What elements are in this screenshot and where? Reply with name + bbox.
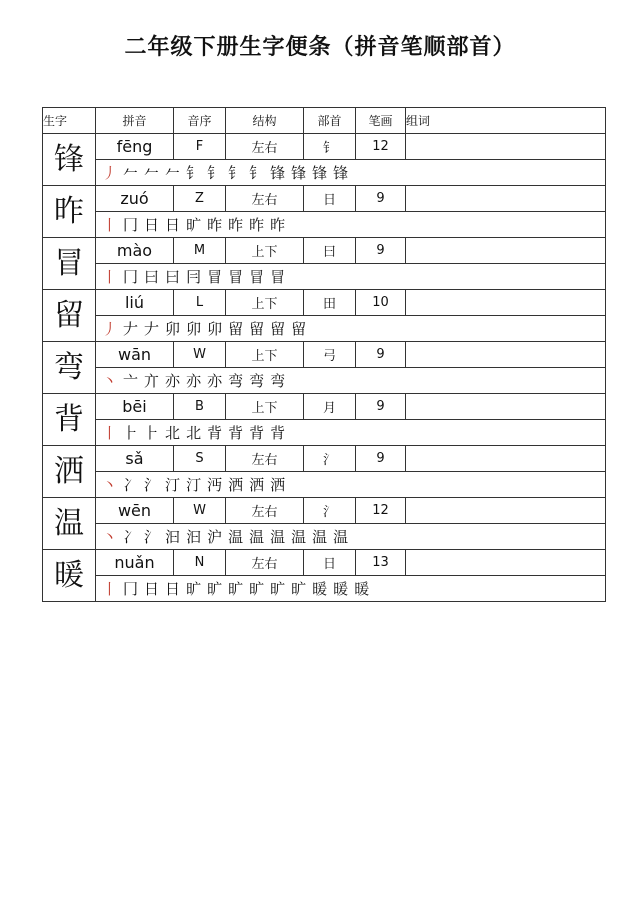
stroke-step: 背	[249, 424, 271, 442]
stroke-step: 丶	[102, 476, 124, 494]
header-structure: 结构	[226, 108, 304, 134]
initial-cell: B	[174, 394, 226, 420]
initial-cell: L	[174, 290, 226, 316]
structure-cell: 上下	[226, 238, 304, 264]
stroke-step: 冂	[123, 580, 145, 598]
stroke-step: 旷	[207, 580, 229, 598]
stroke-step: 𠂇	[144, 320, 166, 338]
stroke-step: 弯	[249, 372, 271, 390]
structure-cell: 上下	[226, 394, 304, 420]
pinyin-cell: liú	[96, 290, 174, 316]
structure-cell: 左右	[226, 550, 304, 576]
initial-cell: F	[174, 134, 226, 160]
stroke-step: 冒	[207, 268, 229, 286]
stroke-step: 弯	[270, 372, 292, 390]
character-info-row	[43, 134, 606, 160]
stroke-order-row	[43, 264, 606, 290]
character-info-row	[43, 498, 606, 524]
stroke-step: 暖	[354, 580, 376, 598]
stroke-step: 卯	[186, 320, 208, 338]
stroke-order-row	[43, 316, 606, 342]
character-glyph: 留	[43, 290, 96, 342]
stroke-order-row	[43, 472, 606, 498]
header-radical: 部首	[304, 108, 356, 134]
character-glyph: 锋	[43, 134, 96, 186]
stroke-step: 丨	[102, 216, 124, 234]
stroke-step: 旷	[186, 216, 208, 234]
pinyin-cell: bēi	[96, 394, 174, 420]
header-initial: 音序	[174, 108, 226, 134]
stroke-step: 钅	[249, 164, 271, 182]
character-glyph: 冒	[43, 238, 96, 290]
stroke-step: 冒	[270, 268, 292, 286]
character-glyph: 暖	[43, 550, 96, 602]
words-cell	[406, 238, 606, 264]
initial-cell: M	[174, 238, 226, 264]
stroke-step: 冂	[123, 216, 145, 234]
stroke-step: 氵	[144, 528, 166, 546]
character-info-row	[43, 186, 606, 212]
stroke-step: 𠂉	[165, 164, 187, 182]
stroke-step: 旷	[249, 580, 271, 598]
stroke-step: 旷	[291, 580, 313, 598]
stroke-step: 温	[312, 528, 334, 546]
header-strokes: 笔画	[356, 108, 406, 134]
stroke-count-cell: 12	[356, 498, 406, 524]
stroke-step: 汩	[186, 528, 208, 546]
character-glyph: 背	[43, 394, 96, 446]
initial-cell: W	[174, 342, 226, 368]
stroke-order-cell	[96, 420, 606, 446]
character-glyph: 弯	[43, 342, 96, 394]
pinyin-cell: wān	[96, 342, 174, 368]
stroke-count-cell: 9	[356, 186, 406, 212]
radical-cell: 氵	[304, 446, 356, 472]
stroke-step: 锋	[270, 164, 292, 182]
stroke-step: 冒	[249, 268, 271, 286]
character-info-row	[43, 446, 606, 472]
stroke-count-cell: 9	[356, 394, 406, 420]
radical-cell: 钅	[304, 134, 356, 160]
stroke-step: 钅	[228, 164, 250, 182]
stroke-step: 背	[270, 424, 292, 442]
stroke-step: 丶	[102, 528, 124, 546]
stroke-step: 留	[228, 320, 250, 338]
page-title: 二年级下册生字便条（拼音笔顺部首）	[124, 35, 516, 60]
stroke-step: 亠	[123, 372, 145, 390]
stroke-step: 冃	[186, 268, 208, 286]
stroke-step: 亦	[186, 372, 208, 390]
stroke-step: 卯	[165, 320, 187, 338]
initial-cell: W	[174, 498, 226, 524]
initial-cell: S	[174, 446, 226, 472]
radical-cell: 月	[304, 394, 356, 420]
character-info-row	[43, 290, 606, 316]
stroke-order-cell	[96, 524, 606, 550]
character-glyph: 洒	[43, 446, 96, 498]
stroke-step: 北	[186, 424, 208, 442]
stroke-step: 丿	[102, 320, 124, 338]
stroke-step: 沔	[207, 476, 229, 494]
stroke-step: 𠂉	[144, 164, 166, 182]
stroke-step: 亣	[144, 372, 166, 390]
stroke-step: 𠂉	[123, 164, 145, 182]
character-info-row	[43, 238, 606, 264]
stroke-order-row	[43, 524, 606, 550]
character-info-row	[43, 342, 606, 368]
header-words: 组词	[406, 108, 606, 134]
stroke-order-cell	[96, 160, 606, 186]
stroke-step: 昨	[207, 216, 229, 234]
structure-cell: 左右	[226, 446, 304, 472]
stroke-order-cell	[96, 316, 606, 342]
stroke-step: 日	[165, 216, 187, 234]
stroke-step: 钅	[207, 164, 229, 182]
stroke-step: 丨	[102, 424, 124, 442]
initial-cell: N	[174, 550, 226, 576]
character-glyph: 昨	[43, 186, 96, 238]
stroke-count-cell: 13	[356, 550, 406, 576]
stroke-order-row	[43, 368, 606, 394]
stroke-step: 旷	[228, 580, 250, 598]
stroke-order-row	[43, 420, 606, 446]
words-cell	[406, 446, 606, 472]
structure-cell: 上下	[226, 342, 304, 368]
stroke-step: 汀	[186, 476, 208, 494]
words-cell	[406, 186, 606, 212]
stroke-step: 锋	[333, 164, 355, 182]
stroke-count-cell: 10	[356, 290, 406, 316]
stroke-step: 温	[333, 528, 355, 546]
character-glyph: 温	[43, 498, 96, 550]
stroke-step: 留	[291, 320, 313, 338]
stroke-step: 昨	[270, 216, 292, 234]
stroke-step: 冒	[228, 268, 250, 286]
stroke-step: 温	[249, 528, 271, 546]
stroke-step: 温	[291, 528, 313, 546]
stroke-step: 旷	[270, 580, 292, 598]
stroke-step: 冂	[123, 268, 145, 286]
stroke-step: 昨	[228, 216, 250, 234]
pinyin-cell: zuó	[96, 186, 174, 212]
structure-cell: 左右	[226, 498, 304, 524]
words-cell	[406, 134, 606, 160]
words-cell	[406, 394, 606, 420]
stroke-step: 沪	[207, 528, 229, 546]
stroke-step: 背	[207, 424, 229, 442]
words-cell	[406, 498, 606, 524]
stroke-step: 汀	[165, 476, 187, 494]
stroke-order-cell	[96, 472, 606, 498]
pinyin-cell: sǎ	[96, 446, 174, 472]
stroke-order-cell	[96, 212, 606, 238]
initial-cell: Z	[174, 186, 226, 212]
header-row	[43, 108, 606, 134]
stroke-step: 洒	[228, 476, 250, 494]
words-cell	[406, 550, 606, 576]
stroke-step: 丨	[102, 268, 124, 286]
stroke-step: 日	[144, 580, 166, 598]
pinyin-cell: wēn	[96, 498, 174, 524]
stroke-step: 锋	[312, 164, 334, 182]
stroke-step: 昨	[249, 216, 271, 234]
stroke-order-row	[43, 212, 606, 238]
stroke-step: 背	[228, 424, 250, 442]
radical-cell: 日	[304, 186, 356, 212]
stroke-count-cell: 9	[356, 342, 406, 368]
stroke-step: 氵	[144, 476, 166, 494]
stroke-order-cell	[96, 576, 606, 602]
stroke-step: 留	[249, 320, 271, 338]
stroke-step: 温	[228, 528, 250, 546]
pinyin-cell: fēng	[96, 134, 174, 160]
stroke-order-row	[43, 576, 606, 602]
structure-cell: 左右	[226, 186, 304, 212]
structure-cell: 左右	[226, 134, 304, 160]
stroke-count-cell: 9	[356, 238, 406, 264]
stroke-count-cell: 12	[356, 134, 406, 160]
stroke-step: 亦	[207, 372, 229, 390]
stroke-count-cell: 9	[356, 446, 406, 472]
stroke-step: 曰	[165, 268, 187, 286]
stroke-step: 旷	[186, 580, 208, 598]
header-character: 生字	[43, 108, 96, 134]
radical-cell: 弓	[304, 342, 356, 368]
stroke-step: 日	[165, 580, 187, 598]
stroke-step: 洒	[270, 476, 292, 494]
stroke-step: 丿	[102, 164, 124, 182]
stroke-step: 丶	[102, 372, 124, 390]
stroke-step: ⺊	[123, 424, 145, 442]
character-info-row	[43, 394, 606, 420]
radical-cell: 日	[304, 550, 356, 576]
words-cell	[406, 290, 606, 316]
stroke-order-row	[43, 160, 606, 186]
stroke-step: 钅	[186, 164, 208, 182]
stroke-step: 暖	[312, 580, 334, 598]
pinyin-cell: mào	[96, 238, 174, 264]
radical-cell: 田	[304, 290, 356, 316]
stroke-step: 丨	[102, 580, 124, 598]
pinyin-cell: nuǎn	[96, 550, 174, 576]
stroke-step: 温	[270, 528, 292, 546]
radical-cell: 曰	[304, 238, 356, 264]
stroke-step: 锋	[291, 164, 313, 182]
stroke-step: 暖	[333, 580, 355, 598]
stroke-step: 冫	[123, 528, 145, 546]
stroke-step: 曰	[144, 268, 166, 286]
structure-cell: 上下	[226, 290, 304, 316]
character-table	[42, 107, 606, 602]
stroke-step: 北	[165, 424, 187, 442]
stroke-step: 汩	[165, 528, 187, 546]
stroke-step: 日	[144, 216, 166, 234]
stroke-step: 留	[270, 320, 292, 338]
words-cell	[406, 342, 606, 368]
stroke-step: 弯	[228, 372, 250, 390]
stroke-step: 亦	[165, 372, 187, 390]
character-info-row	[43, 550, 606, 576]
header-pinyin: 拼音	[96, 108, 174, 134]
radical-cell: 氵	[304, 498, 356, 524]
stroke-order-cell	[96, 264, 606, 290]
stroke-step: ⺊	[144, 424, 166, 442]
stroke-step: 洒	[249, 476, 271, 494]
stroke-order-cell	[96, 368, 606, 394]
stroke-step: 卯	[207, 320, 229, 338]
stroke-step: 冫	[123, 476, 145, 494]
stroke-step: 𠂇	[123, 320, 145, 338]
